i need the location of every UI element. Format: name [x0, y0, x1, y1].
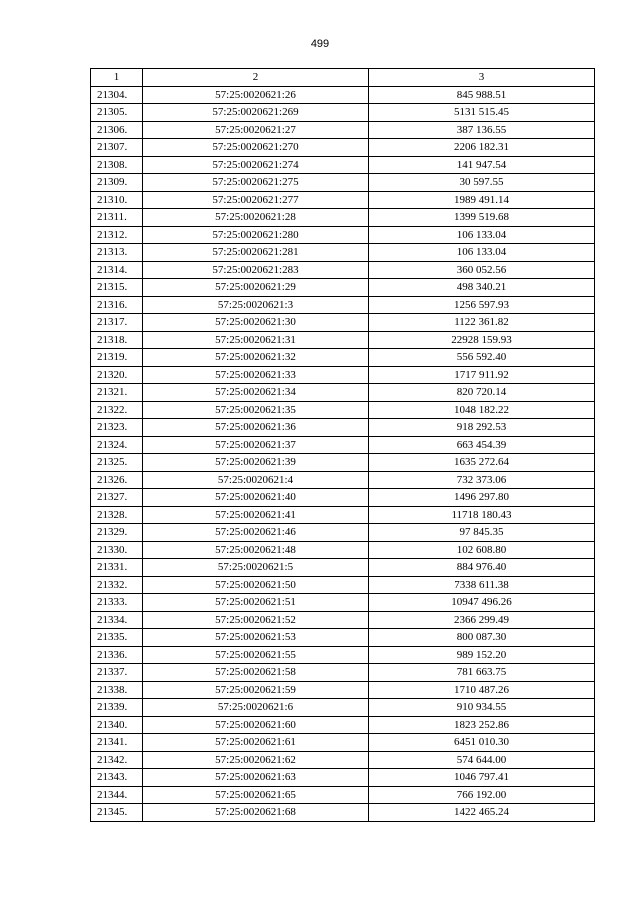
value-cell: 11718 180.43	[369, 506, 595, 524]
cadastral-number-cell: 57:25:0020621:37	[143, 436, 369, 454]
row-number-cell: 21341.	[91, 734, 143, 752]
value-cell: 1635 272.64	[369, 454, 595, 472]
row-number-cell: 21325.	[91, 454, 143, 472]
cadastral-number-cell: 57:25:0020621:61	[143, 734, 369, 752]
value-cell: 1496 297.80	[369, 489, 595, 507]
value-cell: 766 192.00	[369, 786, 595, 804]
row-number-cell: 21304.	[91, 86, 143, 104]
row-number-cell: 21305.	[91, 104, 143, 122]
cadastral-number-cell: 57:25:0020621:28	[143, 209, 369, 227]
table-row	[91, 401, 595, 419]
row-number-cell: 21344.	[91, 786, 143, 804]
table-body	[91, 86, 595, 821]
cadastral-number-cell: 57:25:0020621:65	[143, 786, 369, 804]
table-row	[91, 786, 595, 804]
value-cell: 781 663.75	[369, 664, 595, 682]
table-row	[91, 629, 595, 647]
row-number-cell: 21310.	[91, 191, 143, 209]
value-cell: 820 720.14	[369, 384, 595, 402]
table-row	[91, 121, 595, 139]
table-row	[91, 611, 595, 629]
value-cell: 22928 159.93	[369, 331, 595, 349]
value-cell: 574 644.00	[369, 751, 595, 769]
row-number-cell: 21324.	[91, 436, 143, 454]
value-cell: 387 136.55	[369, 121, 595, 139]
table-row	[91, 226, 595, 244]
column-header-3: 3	[369, 69, 595, 87]
cadastral-number-cell: 57:25:0020621:48	[143, 541, 369, 559]
cadastral-value-table	[90, 68, 595, 822]
row-number-cell: 21329.	[91, 524, 143, 542]
cadastral-number-cell: 57:25:0020621:5	[143, 559, 369, 577]
table-row	[91, 174, 595, 192]
table-row	[91, 576, 595, 594]
value-cell: 918 292.53	[369, 419, 595, 437]
table-row	[91, 314, 595, 332]
table-row	[91, 244, 595, 262]
value-cell: 10947 496.26	[369, 594, 595, 612]
value-cell: 1046 797.41	[369, 769, 595, 787]
table-row	[91, 646, 595, 664]
value-cell: 1717 911.92	[369, 366, 595, 384]
row-number-cell: 21309.	[91, 174, 143, 192]
cadastral-number-cell: 57:25:0020621:35	[143, 401, 369, 419]
value-cell: 97 845.35	[369, 524, 595, 542]
value-cell: 30 597.55	[369, 174, 595, 192]
value-cell: 910 934.55	[369, 699, 595, 717]
value-cell: 498 340.21	[369, 279, 595, 297]
value-cell: 663 454.39	[369, 436, 595, 454]
table-row	[91, 681, 595, 699]
table-row	[91, 506, 595, 524]
table-row	[91, 279, 595, 297]
cadastral-number-cell: 57:25:0020621:3	[143, 296, 369, 314]
table-row	[91, 296, 595, 314]
value-cell: 884 976.40	[369, 559, 595, 577]
row-number-cell: 21340.	[91, 716, 143, 734]
row-number-cell: 21339.	[91, 699, 143, 717]
table-row	[91, 139, 595, 157]
row-number-cell: 21316.	[91, 296, 143, 314]
cadastral-number-cell: 57:25:0020621:270	[143, 139, 369, 157]
value-cell: 1122 361.82	[369, 314, 595, 332]
value-cell: 1256 597.93	[369, 296, 595, 314]
table-row	[91, 349, 595, 367]
value-cell: 989 152.20	[369, 646, 595, 664]
row-number-cell: 21317.	[91, 314, 143, 332]
cadastral-number-cell: 57:25:0020621:280	[143, 226, 369, 244]
table-row	[91, 86, 595, 104]
table-row	[91, 104, 595, 122]
value-cell: 141 947.54	[369, 156, 595, 174]
row-number-cell: 21323.	[91, 419, 143, 437]
table-row	[91, 524, 595, 542]
cadastral-number-cell: 57:25:0020621:33	[143, 366, 369, 384]
row-number-cell: 21335.	[91, 629, 143, 647]
table-row	[91, 804, 595, 822]
value-cell: 1710 487.26	[369, 681, 595, 699]
cadastral-number-cell: 57:25:0020621:26	[143, 86, 369, 104]
cadastral-number-cell: 57:25:0020621:34	[143, 384, 369, 402]
cadastral-number-cell: 57:25:0020621:60	[143, 716, 369, 734]
row-number-cell: 21342.	[91, 751, 143, 769]
cadastral-number-cell: 57:25:0020621:52	[143, 611, 369, 629]
table-row	[91, 331, 595, 349]
value-cell: 845 988.51	[369, 86, 595, 104]
cadastral-number-cell: 57:25:0020621:31	[143, 331, 369, 349]
cadastral-number-cell: 57:25:0020621:63	[143, 769, 369, 787]
table-row	[91, 489, 595, 507]
cadastral-number-cell: 57:25:0020621:62	[143, 751, 369, 769]
cadastral-number-cell: 57:25:0020621:41	[143, 506, 369, 524]
value-cell: 106 133.04	[369, 244, 595, 262]
value-cell: 360 052.56	[369, 261, 595, 279]
table-row	[91, 454, 595, 472]
value-cell: 2206 182.31	[369, 139, 595, 157]
cadastral-number-cell: 57:25:0020621:6	[143, 699, 369, 717]
table-row	[91, 384, 595, 402]
row-number-cell: 21337.	[91, 664, 143, 682]
row-number-cell: 21328.	[91, 506, 143, 524]
row-number-cell: 21338.	[91, 681, 143, 699]
cadastral-number-cell: 57:25:0020621:46	[143, 524, 369, 542]
table-row	[91, 751, 595, 769]
table-row	[91, 541, 595, 559]
table-row	[91, 209, 595, 227]
cadastral-number-cell: 57:25:0020621:283	[143, 261, 369, 279]
table-row	[91, 699, 595, 717]
value-cell: 102 608.80	[369, 541, 595, 559]
cadastral-number-cell: 57:25:0020621:53	[143, 629, 369, 647]
row-number-cell: 21313.	[91, 244, 143, 262]
row-number-cell: 21306.	[91, 121, 143, 139]
row-number-cell: 21319.	[91, 349, 143, 367]
row-number-cell: 21334.	[91, 611, 143, 629]
table-row	[91, 419, 595, 437]
value-cell: 1989 491.14	[369, 191, 595, 209]
cadastral-number-cell: 57:25:0020621:275	[143, 174, 369, 192]
row-number-cell: 21320.	[91, 366, 143, 384]
cadastral-number-cell: 57:25:0020621:4	[143, 471, 369, 489]
cadastral-number-cell: 57:25:0020621:274	[143, 156, 369, 174]
value-cell: 1399 519.68	[369, 209, 595, 227]
row-number-cell: 21336.	[91, 646, 143, 664]
table-row	[91, 664, 595, 682]
table-row	[91, 769, 595, 787]
row-number-cell: 21314.	[91, 261, 143, 279]
row-number-cell: 21318.	[91, 331, 143, 349]
column-header-2: 2	[143, 69, 369, 87]
row-number-cell: 21343.	[91, 769, 143, 787]
row-number-cell: 21345.	[91, 804, 143, 822]
table-row	[91, 261, 595, 279]
value-cell: 7338 611.38	[369, 576, 595, 594]
row-number-cell: 21311.	[91, 209, 143, 227]
row-number-cell: 21322.	[91, 401, 143, 419]
row-number-cell: 21307.	[91, 139, 143, 157]
table-row	[91, 366, 595, 384]
cadastral-number-cell: 57:25:0020621:51	[143, 594, 369, 612]
table-row	[91, 559, 595, 577]
table-row	[91, 156, 595, 174]
cadastral-number-cell: 57:25:0020621:39	[143, 454, 369, 472]
cadastral-number-cell: 57:25:0020621:50	[143, 576, 369, 594]
row-number-cell: 21333.	[91, 594, 143, 612]
row-number-cell: 21332.	[91, 576, 143, 594]
table-row	[91, 734, 595, 752]
row-number-cell: 21312.	[91, 226, 143, 244]
row-number-cell: 21330.	[91, 541, 143, 559]
cadastral-number-cell: 57:25:0020621:55	[143, 646, 369, 664]
cadastral-number-cell: 57:25:0020621:68	[143, 804, 369, 822]
table-row	[91, 594, 595, 612]
cadastral-number-cell: 57:25:0020621:30	[143, 314, 369, 332]
row-number-cell: 21308.	[91, 156, 143, 174]
row-number-cell: 21327.	[91, 489, 143, 507]
value-cell: 2366 299.49	[369, 611, 595, 629]
row-number-cell: 21331.	[91, 559, 143, 577]
value-cell: 6451 010.30	[369, 734, 595, 752]
cadastral-number-cell: 57:25:0020621:59	[143, 681, 369, 699]
value-cell: 1048 182.22	[369, 401, 595, 419]
cadastral-number-cell: 57:25:0020621:269	[143, 104, 369, 122]
row-number-cell: 21326.	[91, 471, 143, 489]
value-cell: 556 592.40	[369, 349, 595, 367]
table-row	[91, 436, 595, 454]
cadastral-number-cell: 57:25:0020621:36	[143, 419, 369, 437]
cadastral-number-cell: 57:25:0020621:29	[143, 279, 369, 297]
cadastral-number-cell: 57:25:0020621:58	[143, 664, 369, 682]
value-cell: 1422 465.24	[369, 804, 595, 822]
row-number-cell: 21315.	[91, 279, 143, 297]
value-cell: 732 373.06	[369, 471, 595, 489]
row-number-cell: 21321.	[91, 384, 143, 402]
cadastral-number-cell: 57:25:0020621:277	[143, 191, 369, 209]
cadastral-number-cell: 57:25:0020621:32	[143, 349, 369, 367]
column-header-1: 1	[91, 69, 143, 87]
page-number: 499	[310, 38, 330, 50]
cadastral-number-cell: 57:25:0020621:281	[143, 244, 369, 262]
value-cell: 106 133.04	[369, 226, 595, 244]
value-cell: 5131 515.45	[369, 104, 595, 122]
table-row	[91, 191, 595, 209]
cadastral-number-cell: 57:25:0020621:27	[143, 121, 369, 139]
value-cell: 800 087.30	[369, 629, 595, 647]
table-row	[91, 716, 595, 734]
value-cell: 1823 252.86	[369, 716, 595, 734]
table-row	[91, 471, 595, 489]
cadastral-number-cell: 57:25:0020621:40	[143, 489, 369, 507]
table-header-row	[91, 69, 595, 87]
